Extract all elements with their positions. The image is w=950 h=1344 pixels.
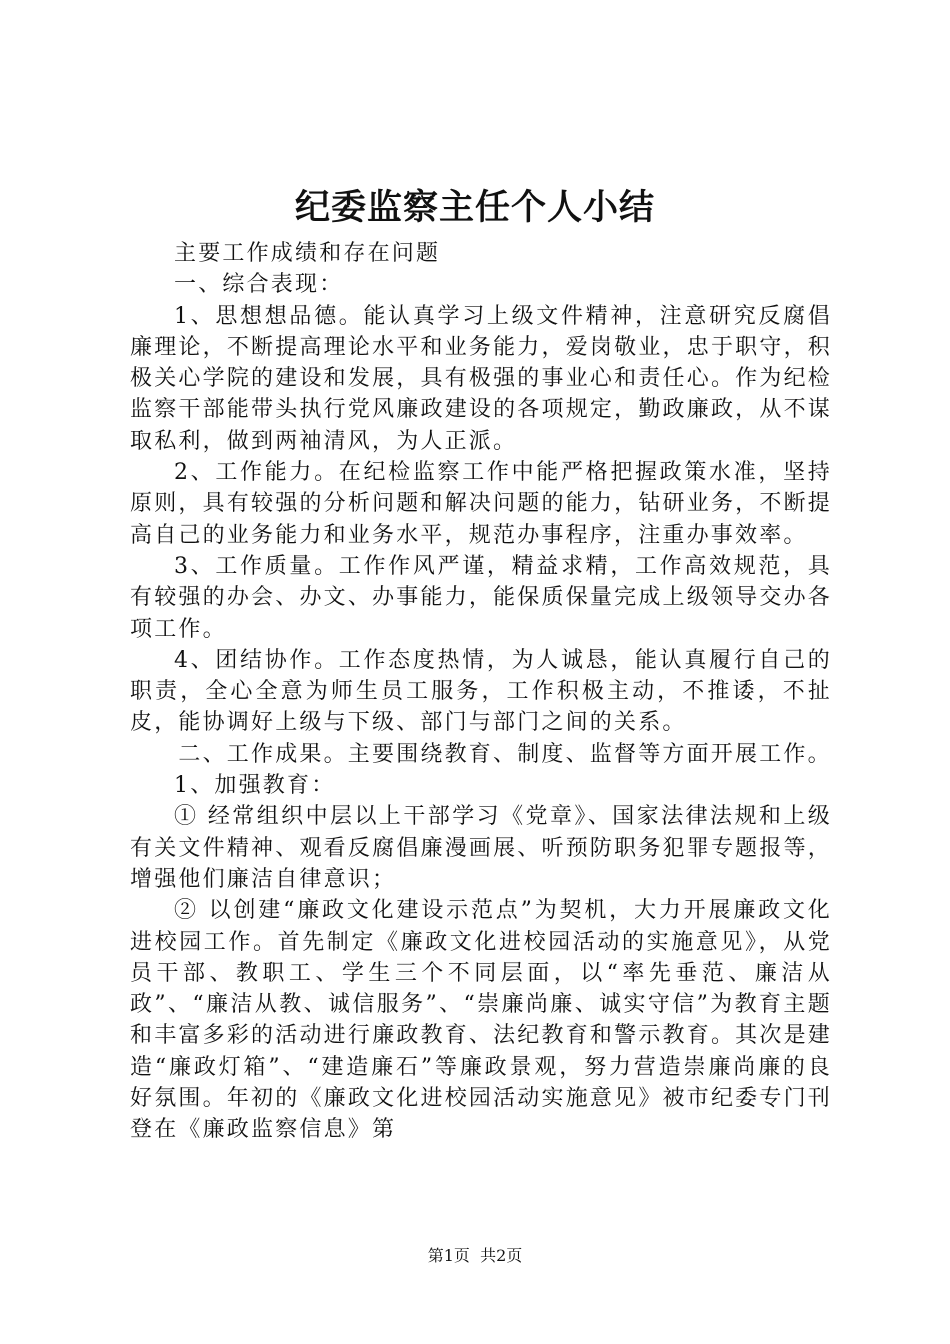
paragraph-work-quality: 3、工作质量。工作作风严谨，精益求精，工作高效规范，具有较强的办会、办文、办事能力，能保质保量完成上级领导交办各项工作。 [130,553,832,642]
paragraph-section-two-heading: 二、工作成果。主要围绕教育、制度、监督等方面开展工作。 [178,741,832,767]
paragraph-teamwork: 4、团结协作。工作态度热情，为人诚恳，能认真履行自己的职责，全心全意为师生员工服务，工作积极主动，不推诿，不扯皮，能协调好上级与下级、部门与部门之间的关系。 [130,647,832,736]
paragraph-main-achievements: 主要工作成绩和存在问题 [174,241,441,266]
page-footer: 第1页 共2页 [427,1246,523,1265]
paragraph-item-one: ① 经常组织中层以上干部学习《党章》、国家法律法规和上级有关文件精神、观看反腐倡廉漫画展、听预防职务犯罪专题报等，增强他们廉洁自律意识； [130,804,832,892]
paragraph-strengthen-education: 1、加强教育： [174,773,336,799]
paragraph-ideology-morality: 1、思想想品德。能认真学习上级文件精神，注意研究反腐倡廉理论，不断提高理论水平和业务能力，爱岗敬业，忠于职守，积极关心学院的建设和发展，具有极强的事业心和责任心。作为纪检监察干部能带头执行党风廉政建设的各项规定，勤政廉政，从不谋取私利，做到两袖清风，为人正派。 [130,303,832,454]
document-body [130,238,832,1146]
paragraph-section-one-heading: 一、综合表现： [174,272,344,298]
paragraph-work-ability: 2、工作能力。在纪检监察工作中能严格把握政策水准，坚持原则，具有较强的分析问题和解决问题的能力，钻研业务，不断提高自己的业务能力和业务水平，规范办事程序，注重办事效率。 [130,460,832,548]
paragraph-item-two: ② 以创建“廉政文化建设示范点”为契机，大力开展廉政文化进校园工作。首先制定《廉政文化进校园活动的实施意见》，从党员干部、教职工、学生三个不同层面，以“率先垂范、廉洁从政”、“廉洁从教、诚信服务”、“崇廉尚廉、诚实守信”为教育主题和丰富多彩的活动进行廉政教育、法纪教育和警示教育。其次是建造“廉政灯箱”、“建造廉石”等廉政景观，努力营造崇廉尚廉的良好氛围。年初的《廉政文化进校园活动实施意见》被市纪委专门刊登在《廉政监察信息》第 [130,898,832,1143]
document-title: 纪委监察主任个人小结 [294,187,655,228]
